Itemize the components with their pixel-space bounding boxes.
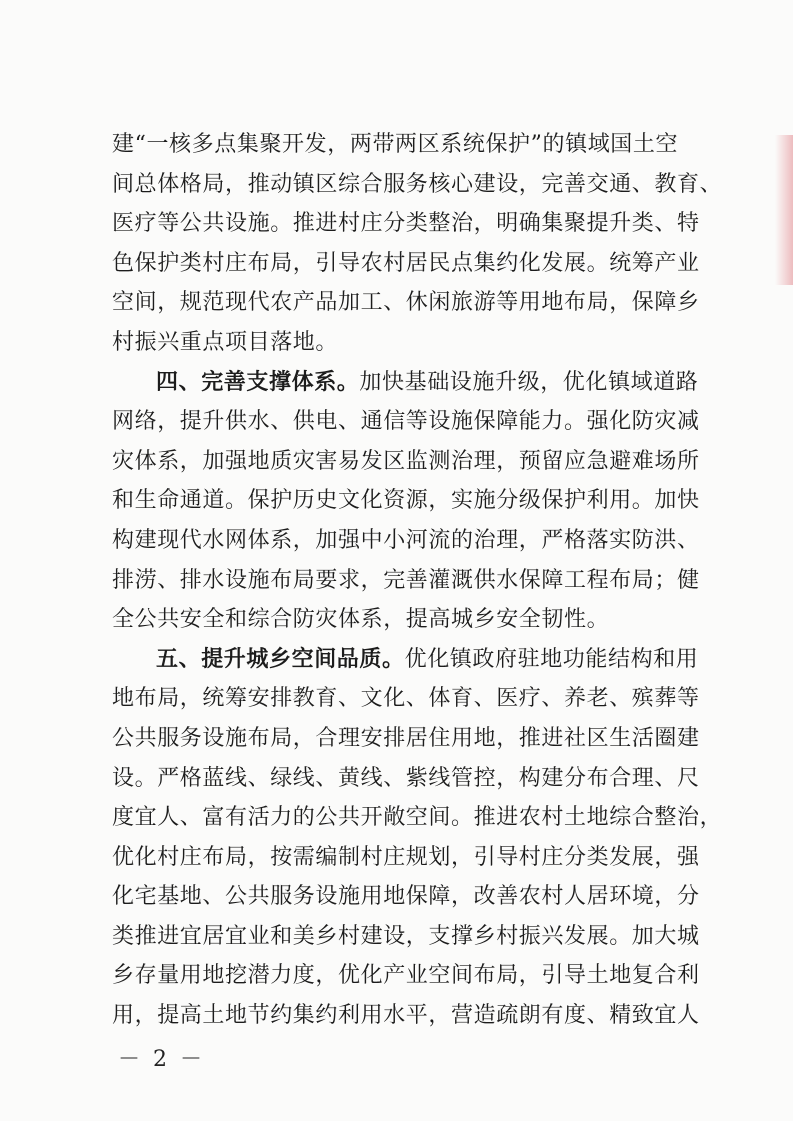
text-line: 类推进宜居宜业和美乡村建设，支撑乡村振兴发展。加大城	[112, 923, 700, 949]
text-line: 全公共安全和综合防灾体系，提高城乡安全韧性。	[112, 607, 610, 633]
section-heading: 四、完善支撑体系。	[156, 368, 360, 395]
text-line: 排涝、排水设施布局要求，完善灌溉供水保障工程布局；健	[112, 567, 700, 593]
text-line: 化宅基地、公共服务设施用地保障，改善农村人居环境，分	[112, 884, 700, 910]
text-span: 加快基础设施升级，优化镇域道路	[359, 369, 699, 395]
text-line: 地布局，统筹安排教育、文化、体育、医疗、养老、殡葬等	[112, 686, 700, 712]
text-line: 村振兴重点项目落地。	[112, 329, 339, 355]
text-line: 和生命通道。保护历史文化资源，实施分级保护利用。加快	[112, 488, 700, 514]
section-heading: 五、提升城乡空间品质。	[156, 645, 405, 672]
page-number: － 2 －	[118, 1047, 205, 1072]
text-line: 设。严格蓝线、绿线、黄线、紫线管控，构建分布合理、尺	[112, 765, 700, 791]
text-line: 色保护类村庄布局，引导农村居民点集约化发展。统筹产业	[112, 250, 700, 276]
text-span: 优化镇政府驻地功能结构和用	[404, 646, 699, 672]
text-line: 间总体格局，推动镇区综合服务核心建设，完善交通、教育、	[112, 171, 723, 197]
text-line: 度宜人、富有活力的公共开敞空间。推进农村土地综合整治，	[112, 805, 723, 831]
text-line: 用，提高土地节约集约利用水平，营造疏朗有度、精致宜人	[112, 1003, 700, 1029]
text-line: 灾体系，加强地质灾害易发区监测治理，预留应急避难场所	[112, 448, 700, 474]
text-line: 空间，规范现代农产品加工、休闲旅游等用地布局，保障乡	[112, 290, 700, 316]
text-line: 构建现代水网体系，加强中小河流的治理，严格落实防洪、	[112, 527, 700, 553]
text-line: 公共服务设施布局，合理安排居住用地，推进社区生活圈建	[112, 725, 700, 751]
body-text	[112, 125, 723, 1036]
text-line: 优化村庄布局，按需编制村庄规划，引导村庄分类发展，强	[112, 844, 700, 870]
text-line: 乡存量用地挖潜力度，优化产业空间布局，引导土地复合利	[112, 963, 700, 989]
paragraph-first-line	[112, 640, 699, 680]
seal-edge-mark	[775, 135, 793, 285]
text-line: 网络，提升供水、供电、通信等设施保障能力。强化防灾减	[112, 409, 700, 435]
paragraph-first-line	[112, 363, 699, 403]
text-line: 医疗等公共设施。推进村庄分类整治，明确集聚提升类、特	[112, 211, 700, 237]
text-line: 建“一核多点集聚开发，两带两区系统保护”的镇域国土空	[112, 132, 679, 157]
